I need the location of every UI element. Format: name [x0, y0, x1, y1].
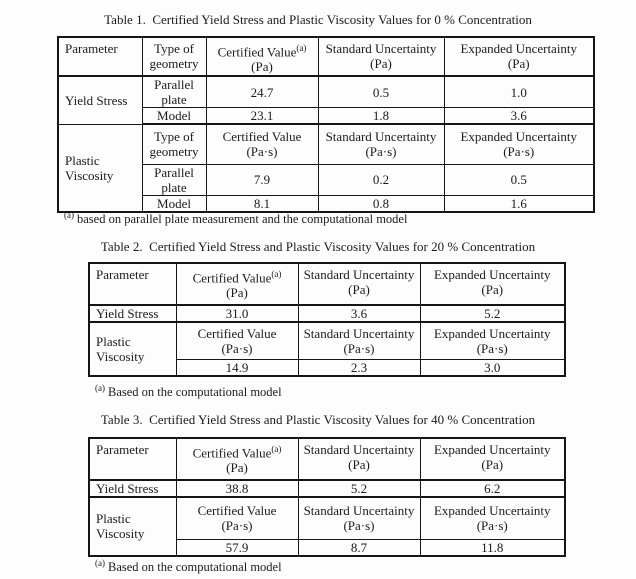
- t2-ys-certified: 31.0: [176, 305, 298, 322]
- column-label: Certified Value: [197, 325, 277, 341]
- t1-pv-model-geometry: Model: [142, 195, 206, 212]
- table-1-caption: Table 1. Certified Yield Stress and Plastic Viscosity Values for 0 % Concentration: [104, 12, 532, 27]
- t1-ys-pp-standard: 0.5: [318, 76, 444, 108]
- footnote-marker: (a): [95, 558, 105, 568]
- t1-pv-subhead-expanded: [444, 124, 594, 164]
- column-label: Standard Uncertainty: [303, 325, 415, 341]
- table-1: [57, 36, 595, 213]
- column-unit: (Pa): [507, 56, 530, 71]
- t2-pv-subhead-expanded: [420, 322, 565, 359]
- table-2-footnote: [95, 383, 282, 400]
- t1-col-standard-uncertainty: [318, 37, 444, 76]
- t3-pv-subhead-certified: [176, 497, 298, 539]
- column-unit: (Pa): [370, 56, 392, 71]
- t2-col-expanded-uncertainty: [420, 263, 565, 305]
- t2-col-certified-value: [176, 263, 298, 305]
- column-unit: (Pa·s): [343, 340, 375, 356]
- table-3-footnote: [95, 558, 282, 575]
- column-label: Expanded Uncertainty: [433, 325, 551, 341]
- t3-col-parameter: Parameter: [89, 438, 176, 480]
- t2-col-parameter: Parameter: [89, 263, 176, 305]
- t1-ys-model-geometry: Model: [142, 108, 206, 125]
- column-label: Expanded Uncertainty: [433, 503, 551, 519]
- t3-ys-certified: 38.8: [176, 480, 298, 497]
- t3-pv-certified: 57.9: [176, 539, 298, 556]
- column-unit: (Pa·s): [221, 340, 253, 356]
- t3-col-expanded-uncertainty: [420, 438, 565, 480]
- table-3-caption: Table 3. Certified Yield Stress and Plastic Viscosity Values for 40 % Concentration: [100, 412, 536, 427]
- t1-ys-pp-expanded: 1.0: [444, 76, 594, 108]
- t3-ys-expanded: 6.2: [420, 480, 565, 497]
- t2-row-label-plastic-viscosity: Plastic Viscosity: [89, 322, 176, 376]
- t2-pv-subhead-certified: [176, 322, 298, 359]
- footnote-ref-icon: (a): [271, 444, 282, 454]
- column-unit: (Pa·s): [365, 144, 397, 160]
- t3-row-label-plastic-viscosity: Plastic Viscosity: [89, 497, 176, 556]
- column-unit: (Pa): [226, 285, 248, 301]
- t1-ys-model-standard: 1.8: [318, 108, 444, 125]
- footnote-ref-icon: (a): [296, 43, 307, 53]
- t1-col-parameter: Parameter: [58, 37, 142, 76]
- t1-ys-pp-certified: 24.7: [206, 76, 318, 108]
- column-unit: (Pa): [481, 457, 504, 472]
- t2-pv-standard: 2.3: [298, 359, 420, 376]
- t3-pv-subhead-expanded: [420, 497, 565, 539]
- t1-col-certified-value: [206, 37, 318, 76]
- table-2: [88, 262, 566, 377]
- column-unit: (Pa): [226, 460, 248, 476]
- column-unit: (Pa·s): [343, 518, 375, 534]
- column-unit: (Pa·s): [246, 144, 278, 160]
- column-unit: (Pa·s): [503, 144, 535, 160]
- t3-pv-subhead-standard: [298, 497, 420, 539]
- column-unit: (Pa): [251, 59, 273, 75]
- t1-pv-pp-expanded: 0.5: [444, 164, 594, 195]
- footnote-text: Based on the computational model: [108, 385, 282, 400]
- footnote-marker: (a): [95, 383, 105, 393]
- t1-pv-model-certified: 8.1: [206, 195, 318, 212]
- column-label: Standard Uncertainty: [303, 503, 415, 519]
- t3-col-standard-uncertainty: [298, 438, 420, 480]
- t1-pv-pp-certified: 7.9: [206, 164, 318, 195]
- t1-pv-model-expanded: 1.6: [444, 195, 594, 212]
- column-label: Expanded Uncertainty: [460, 129, 578, 145]
- t1-row-label-yield-stress: Yield Stress: [58, 76, 142, 124]
- t2-col-standard-uncertainty: [298, 263, 420, 305]
- column-label: Certified Value$^{(a)}$: [192, 269, 282, 286]
- t3-row-label-yield-stress: Yield Stress: [89, 480, 176, 497]
- column-label: Certified Value$^{(a)}$: [217, 43, 307, 60]
- column-unit: (Pa·s): [476, 340, 508, 356]
- t2-pv-certified: 14.9: [176, 359, 298, 376]
- t1-ys-model-certified: 23.1: [206, 108, 318, 125]
- footnote-text: based on parallel plate measurement and the computational model: [77, 212, 408, 227]
- t3-pv-expanded: 11.8: [420, 539, 565, 556]
- t1-ys-pp-geometry: Parallel plate: [142, 76, 206, 108]
- t1-pv-pp-standard: 0.2: [318, 164, 444, 195]
- column-unit: (Pa): [481, 282, 504, 297]
- column-label: Expanded Uncertainty: [433, 442, 551, 457]
- column-label: Standard Uncertainty: [325, 41, 437, 56]
- column-label: Standard Uncertainty: [303, 442, 415, 457]
- column-unit: (Pa·s): [476, 518, 508, 534]
- t1-ys-model-expanded: 3.6: [444, 108, 594, 125]
- t1-pv-pp-geometry: Parallel plate: [142, 164, 206, 195]
- t1-pv-model-standard: 0.8: [318, 195, 444, 212]
- t2-pv-expanded: 3.0: [420, 359, 565, 376]
- column-label: Certified Value$^{(a)}$: [192, 444, 282, 461]
- column-label: Standard Uncertainty: [303, 267, 415, 282]
- footnote-text: Based on the computational model: [108, 560, 282, 575]
- t1-pv-subhead-certified: [206, 124, 318, 164]
- footnote-ref-icon: (a): [271, 269, 282, 279]
- t1-col-geometry: Type of geometry: [142, 37, 206, 76]
- table-1-footnote: [64, 210, 407, 227]
- t2-ys-expanded: 5.2: [420, 305, 565, 322]
- column-label: Expanded Uncertainty: [433, 267, 551, 282]
- column-label: Certified Value: [197, 503, 277, 519]
- column-unit: (Pa·s): [221, 518, 253, 534]
- table-2-caption: Table 2. Certified Yield Stress and Plastic Viscosity Values for 20 % Concentration: [100, 239, 536, 254]
- t2-ys-standard: 3.6: [298, 305, 420, 322]
- table-3: [88, 437, 566, 557]
- t2-row-label-yield-stress: Yield Stress: [89, 305, 176, 322]
- column-label: Expanded Uncertainty: [460, 41, 578, 56]
- t3-ys-standard: 5.2: [298, 480, 420, 497]
- column-label: Certified Value: [222, 129, 302, 145]
- column-unit: (Pa): [348, 282, 370, 297]
- t1-row-label-plastic-viscosity: Plastic Viscosity: [58, 124, 142, 212]
- column-unit: (Pa): [348, 457, 370, 472]
- t2-pv-subhead-standard: [298, 322, 420, 359]
- t3-col-certified-value: [176, 438, 298, 480]
- t1-pv-subhead-standard: [318, 124, 444, 164]
- column-label: Standard Uncertainty: [325, 129, 437, 145]
- t1-col-expanded-uncertainty: [444, 37, 594, 76]
- t3-pv-standard: 8.7: [298, 539, 420, 556]
- footnote-marker: (a): [64, 210, 74, 220]
- t1-pv-subhead-geometry: Type of geometry: [142, 124, 206, 164]
